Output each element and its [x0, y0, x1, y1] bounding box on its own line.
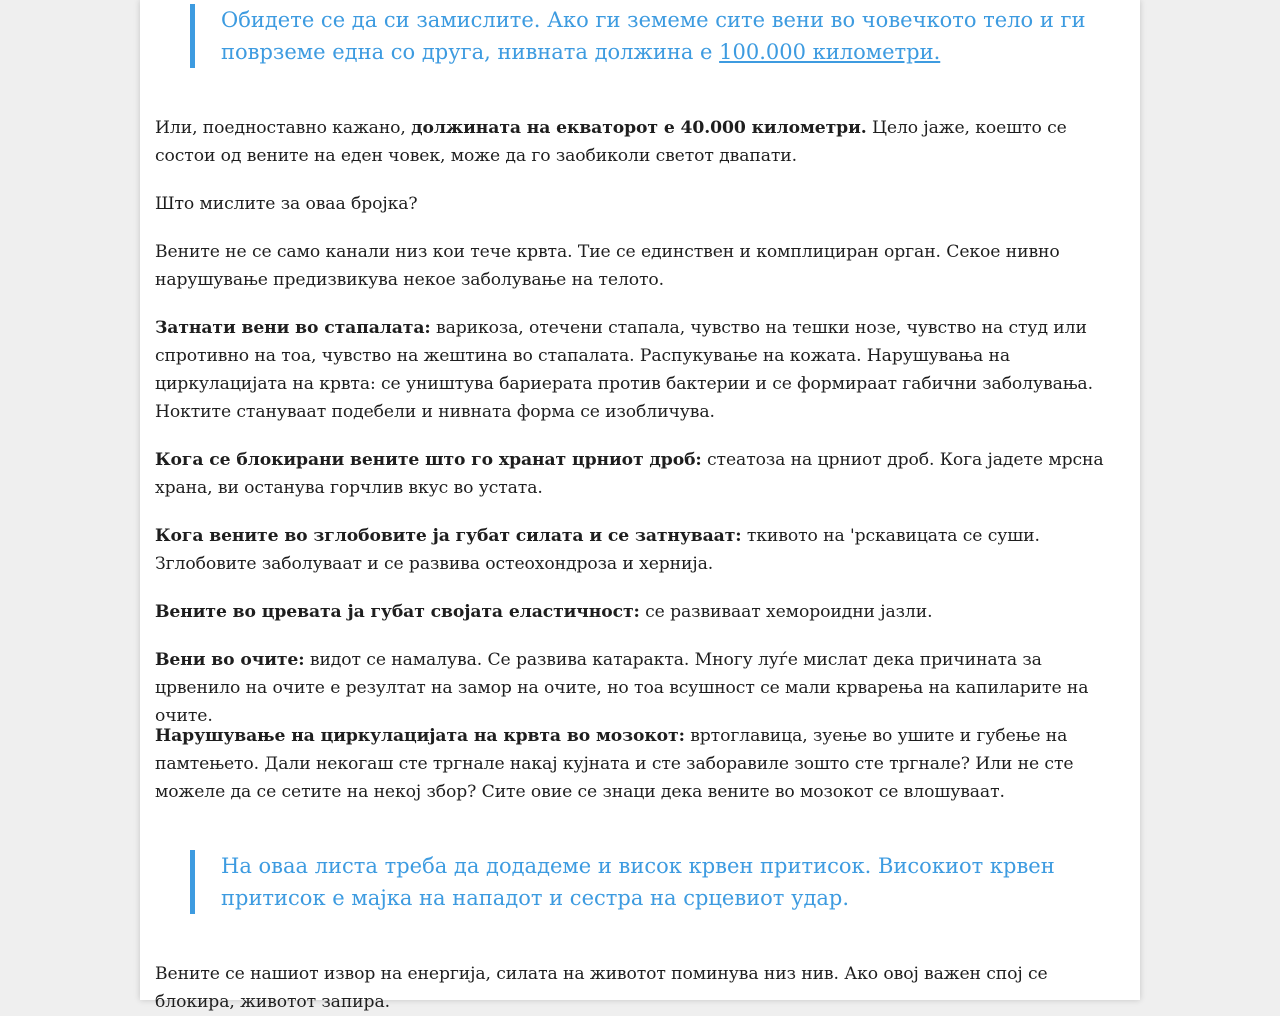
bold-intestines: Вените во цревата ја губат својата еластичност: [155, 602, 640, 622]
paragraph-brain: Нарушување на циркулацијата на крвта во мозокот: вртоглавица, зуење во ушите и губење на памтењето. Дали некогаш сте тргнале накај кујната и сте заборавиле зошто сте тргнале? Или не сте можеле да се сетите на некој збор? Сите овие се знаци дека вените во мозокот се влошуваат. [155, 726, 1074, 802]
pull-quote-veins-length [190, 4, 1121, 68]
bold-liver: Кога се блокирани вените што го хранат црниот дроб: [155, 450, 702, 470]
bold-joints: Кога вените во зглобовите ја губат силата и се затнуваат: [155, 526, 742, 546]
bold-equator: должината на екваторот е 40.000 километри. [411, 118, 867, 138]
paragraph-energy: Вените се нашиот извор на енергија, силата на животот поминува низ нив. Ако овој важен спој се блокира, животот запира. [155, 964, 1048, 1012]
bold-eyes: Вени во очите: [155, 650, 305, 670]
pull-quote-link[interactable]: 100.000 километри. [719, 40, 941, 64]
paragraph-eyes: Вени во очите: видот се намалува. Се развива катаракта. Многу луѓе мислат дека причината за црвенило на очите е резултат на замор на очите, но тоа всушност се мали крварења на капиларите на очите. [155, 650, 1089, 726]
paragraph-veins-organ: Вените не се само канали низ кои тече крвта. Тие се единствен и комплициран орган. Секое нивно нарушување предизвикува некое заболување на телото. [155, 242, 1060, 290]
paragraph-equator: Или, поедноставно кажано, должината на екваторот е 40.000 километри. Цело јаже, коешто се состои од вените на еден човек, може да го заобиколи светот двапати. [155, 118, 1067, 166]
paragraph-liver: Кога се блокирани вените што го хранат црниот дроб: стеатоза на црниот дроб. Кога јадете мрсна храна, ви останува горчлив вкус во устата. [155, 450, 1104, 498]
bold-feet: Затнати вени во стапалата: [155, 318, 431, 338]
pull-quote-blood-pressure: На оваа листа треба да додадеме и висок крвен притисок. Високиот крвен притисок е мајка на нападот и сестра на срцевиот удар. [190, 850, 1121, 914]
article-page [140, 0, 1140, 1012]
paragraph-question: Што мислите за оваа бројка? [155, 194, 418, 214]
pull-quote-text: Обидете се да си замислите. Ако ги земеме сите вени во човечкото тело и ги поврземе една со друга, нивната должина е [221, 8, 1086, 64]
paragraph-feet: Затнати вени во стапалата: варикоза, отечени стапала, чувство на тешки нозе, чувство на студ или спротивно на тоа, чувство на жештина во стапалата. Распукување на кожата. Нарушувања на циркулацијата на крвта: се уништува бариерата против бактерии и се формираат габични заболувања. Ноктите стануваат подебели и нивната форма се изобличува. [155, 318, 1093, 422]
paragraph-joints: Кога вените во зглобовите ја губат силата и се затнуваат: ткивото на 'рскавицата се суши. Зглобовите заболуваат и се развива остеохондроза и хернија. [155, 526, 1040, 574]
bold-brain: Нарушување на циркулацијата на крвта во мозокот: [155, 726, 685, 746]
paragraph-intestines: Вените во цревата ја губат својата еластичност: се развиваат хемороидни јазли. [155, 602, 933, 622]
